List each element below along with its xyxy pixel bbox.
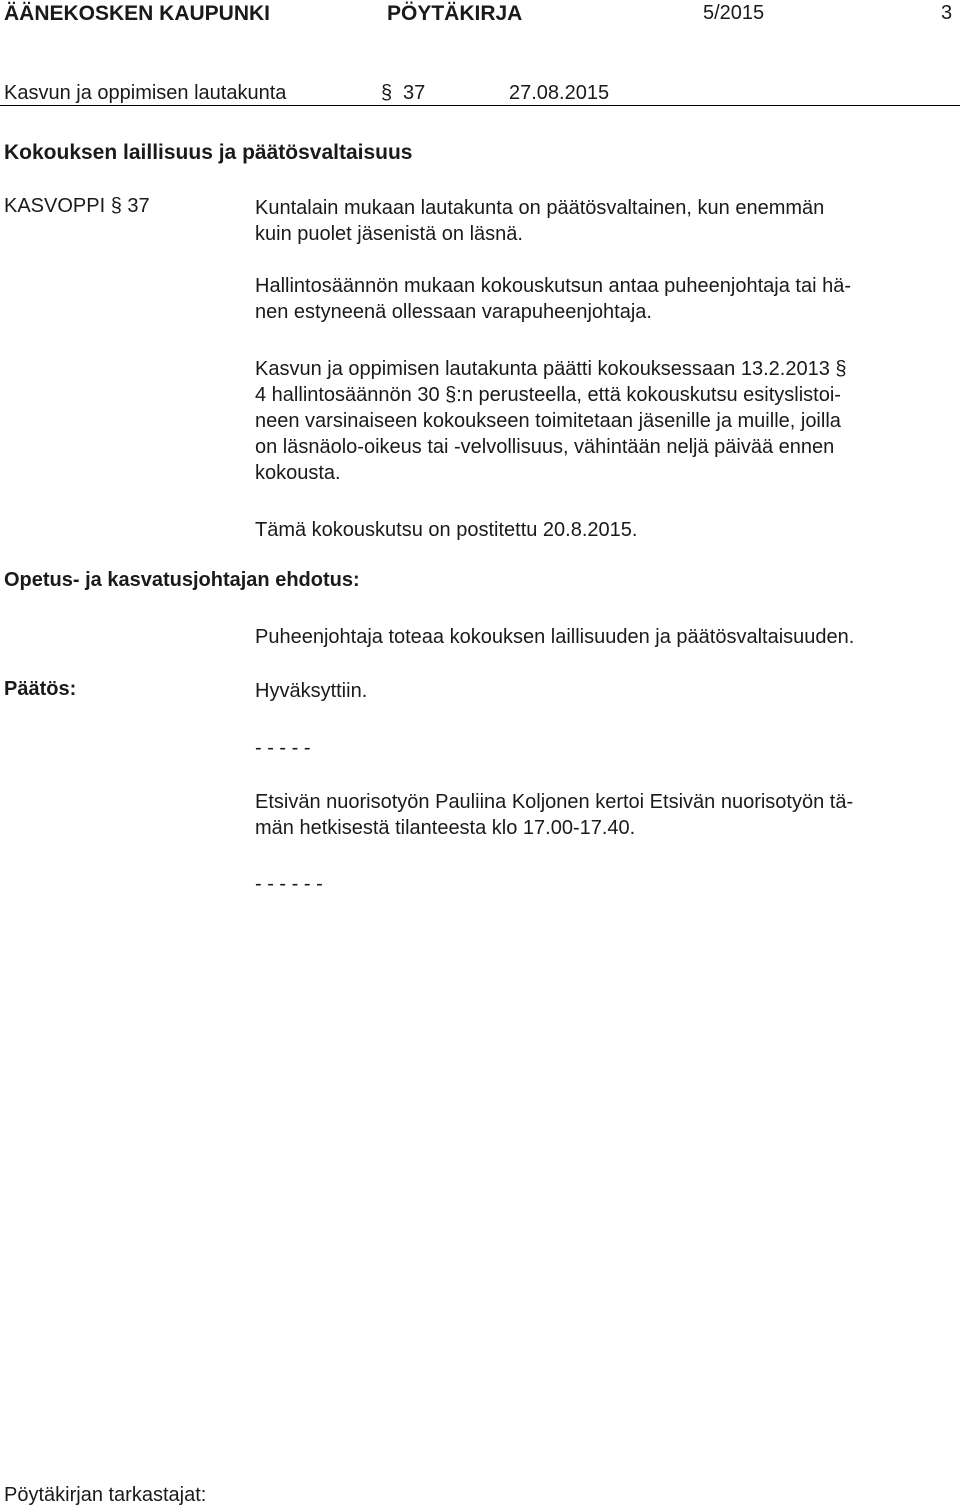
- paragraph-text: :n perusteella, että kokouskutsu esityslistoi-: [456, 384, 841, 406]
- item-title: Kokouksen laillisuus ja päätösvaltaisuus: [4, 141, 413, 164]
- paragraph-rules: [255, 356, 847, 486]
- paragraph-line: nen estyneenä ollessaan varapuheenjohtaja.: [255, 301, 652, 323]
- paragraph-line: neen varsinaiseen kokoukseen toimitetaan jäsenille ja muille, joilla: [255, 410, 841, 432]
- item-code-prefix: KASVOPPI: [4, 195, 106, 217]
- paragraph-text: 4 hallintosäännön 30: [255, 384, 440, 406]
- paragraph-line: män hetkisestä tilanteesta klo 17.00-17.40.: [255, 817, 636, 839]
- item-number: 37: [403, 82, 426, 104]
- paragraph-line: Hallintosäännön mukaan kokouskutsun antaa puheenjohtaja tai hä-: [255, 275, 851, 297]
- paragraph-posted: Tämä kokouskutsu on postitettu 20.8.2015.: [255, 519, 638, 541]
- paragraph-invitation: [255, 273, 851, 325]
- paragraph-line: kuin puolet jäsenistä on läsnä.: [255, 223, 523, 245]
- proposal-text: Puheenjohtaja toteaa kokouksen laillisuuden ja päätösvaltaisuuden.: [255, 626, 855, 648]
- paragraph-note: [255, 789, 853, 841]
- paragraph-text: Kasvun ja oppimisen lautakunta päätti kokouksessaan 13.2.2013: [255, 358, 830, 380]
- item-code-section-sign: §: [110, 195, 122, 217]
- separator: - - - - - -: [255, 873, 323, 895]
- reviewers-label: Pöytäkirjan tarkastajat:: [4, 1484, 207, 1506]
- paragraph-line: on läsnäolo-oikeus tai -velvollisuus, vähintään neljä päivää ennen: [255, 436, 835, 458]
- organization-name: ÄÄNEKOSKEN KAUPUNKI: [4, 2, 271, 25]
- decision-label: Päätös:: [4, 678, 77, 700]
- paragraph-quorum: [255, 195, 824, 247]
- committee-name: Kasvun ja oppimisen lautakunta: [4, 82, 287, 104]
- paragraph-line: Etsivän nuorisotyön Pauliina Koljonen kertoi Etsivän nuorisotyön tä-: [255, 791, 854, 813]
- document-type: PÖYTÄKIRJA: [387, 2, 523, 25]
- header-rule: [0, 105, 960, 106]
- separator: - - - - -: [255, 737, 311, 759]
- page-number: 3: [941, 2, 953, 24]
- paragraph-line: Kuntalain mukaan lautakunta on päätösvaltainen, kun enemmän: [255, 197, 825, 219]
- decision-text: Hyväksyttiin.: [255, 680, 368, 702]
- section-sign: §: [835, 358, 847, 380]
- document-number: 5/2015: [703, 2, 765, 24]
- section-sign: §: [445, 384, 457, 406]
- proposal-label: Opetus- ja kasvatusjohtajan ehdotus:: [4, 569, 360, 591]
- item-code: [4, 195, 150, 218]
- item-code-number: 37: [127, 195, 150, 217]
- paragraph-line: [255, 382, 847, 408]
- meeting-date: 27.08.2015: [509, 82, 610, 104]
- paragraph-line: [255, 356, 847, 382]
- section-sign: §: [381, 82, 393, 104]
- paragraph-line: kokousta.: [255, 462, 341, 484]
